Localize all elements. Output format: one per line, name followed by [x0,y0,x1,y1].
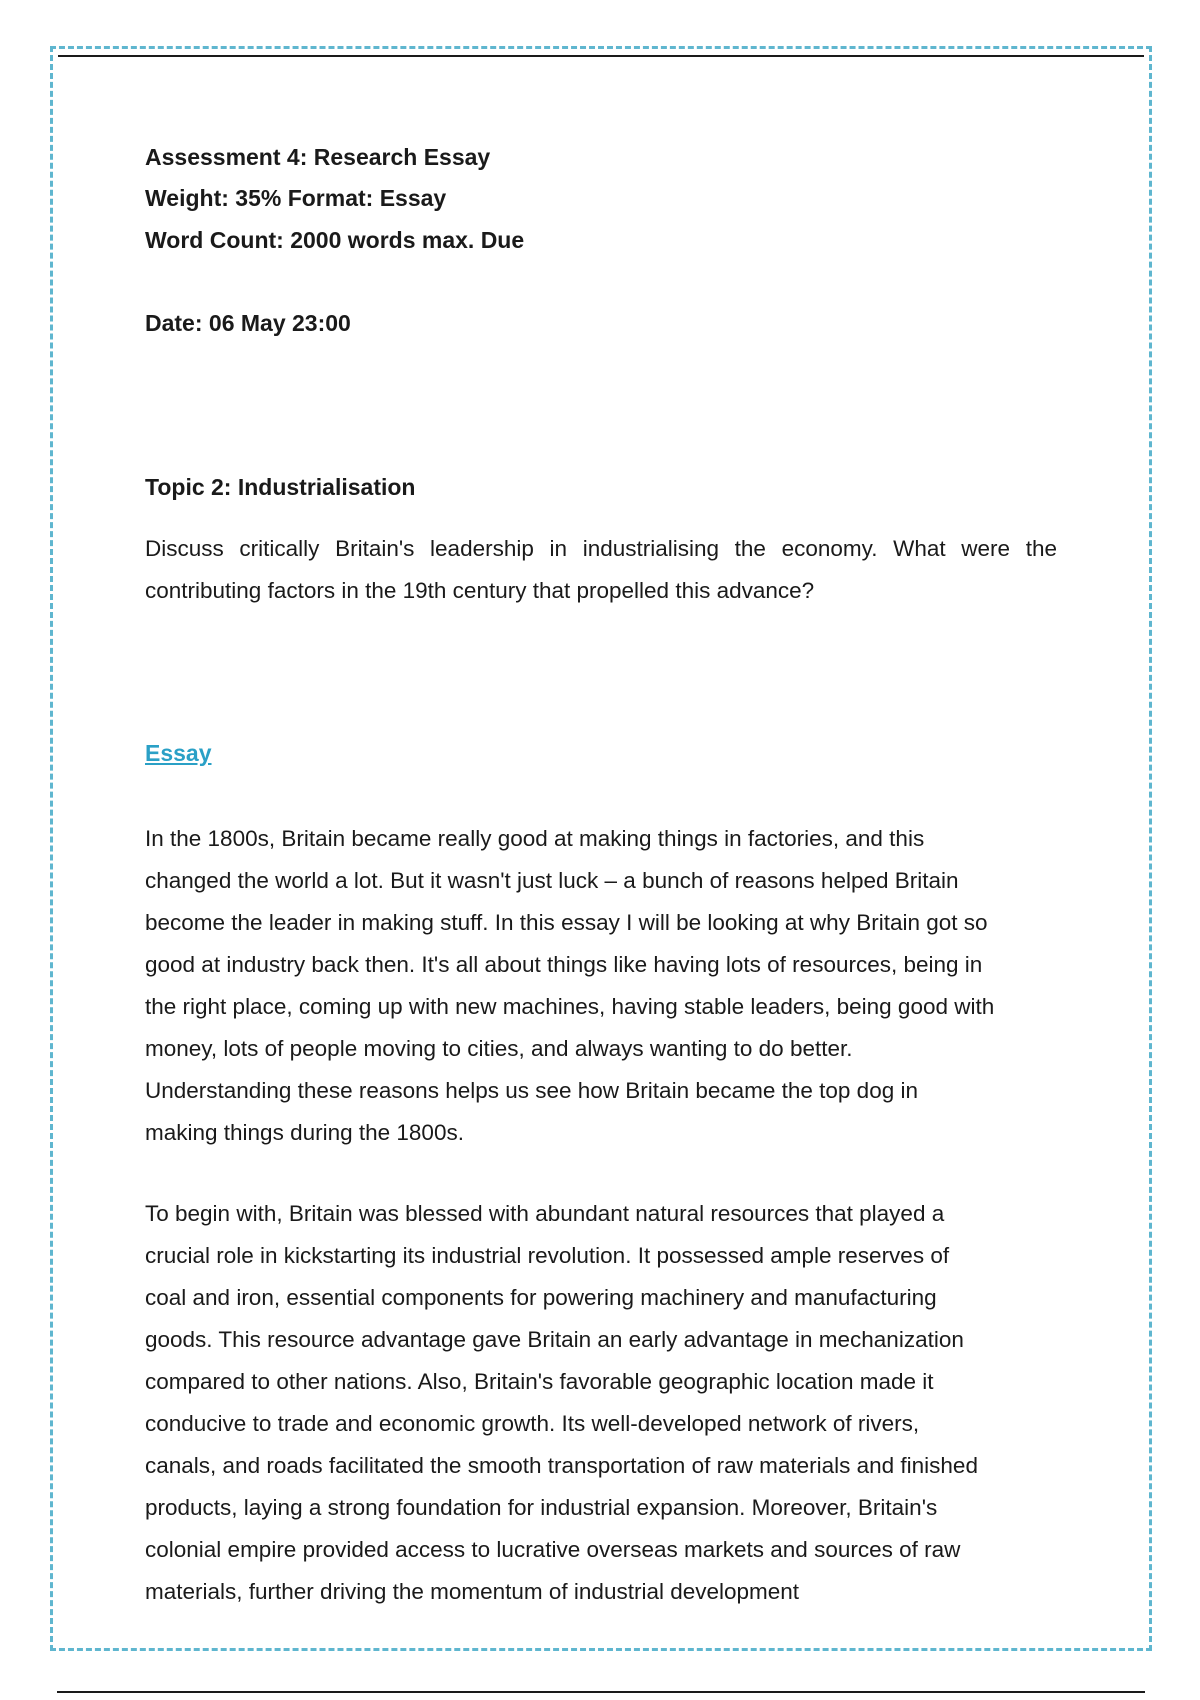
paragraph-line: In the 1800s, Britain became really good at making things in factories, and this [145,826,925,851]
paragraph-line: the right place, coming up with new machines, having stable leaders, being good with [145,994,995,1019]
paragraph-line: changed the world a lot. But it wasn't just luck – a bunch of reasons helped Britain [145,868,959,893]
assessment-title: Assessment 4: Research Essay [145,144,491,170]
paragraph-line: making things during the 1800s. [145,1120,464,1145]
paragraph-line: good at industry back then. It's all about things like having lots of resources, being in [145,952,983,977]
essay-paragraph-1 [145,818,1085,1154]
paragraph-line: become the leader in making stuff. In this essay I will be looking at why Britain got so [145,910,988,935]
paragraph-line: colonial empire provided access to lucrative overseas markets and sources of raw [145,1537,961,1562]
paragraph-line: materials, further driving the momentum of industrial development [145,1579,800,1604]
weight-format: Weight: 35% Format: Essay [145,185,447,211]
essay-heading-link[interactable]: Essay [145,740,212,766]
topic-title: Topic 2: Industrialisation [145,474,416,500]
paragraph-line: Understanding these reasons helps us see how Britain became the top dog in [145,1078,918,1103]
paragraph-line: canals, and roads facilitated the smooth transportation of raw materials and finished [145,1453,978,1478]
topic-question: Discuss critically Britain's leadership in industrialising the economy. What were the contributing factors in the 19th century that propelled this advance? [145,536,1057,603]
due-date: Date: 06 May 23:00 [145,310,351,336]
paragraph-line: coal and iron, essential components for powering machinery and manufacturing [145,1285,937,1310]
paragraph-line: compared to other nations. Also, Britain's favorable geographic location made it [145,1369,934,1394]
paragraph-line: goods. This resource advantage gave Britain an early advantage in mechanization [145,1327,964,1352]
essay-paragraph-2 [145,1193,1085,1613]
paragraph-line: To begin with, Britain was blessed with abundant natural resources that played a [145,1201,945,1226]
word-count: Word Count: 2000 words max. Due [145,227,525,253]
paragraph-line: money, lots of people moving to cities, and always wanting to do better. [145,1036,853,1061]
page-bottom-rule [57,1691,1145,1693]
paragraph-line: crucial role in kickstarting its industrial revolution. It possessed ample reserves of [145,1243,950,1268]
paragraph-line: conducive to trade and economic growth. Its well-developed network of rivers, [145,1411,920,1436]
paragraph-line: products, laying a strong foundation for industrial expansion. Moreover, Britain's [145,1495,938,1520]
